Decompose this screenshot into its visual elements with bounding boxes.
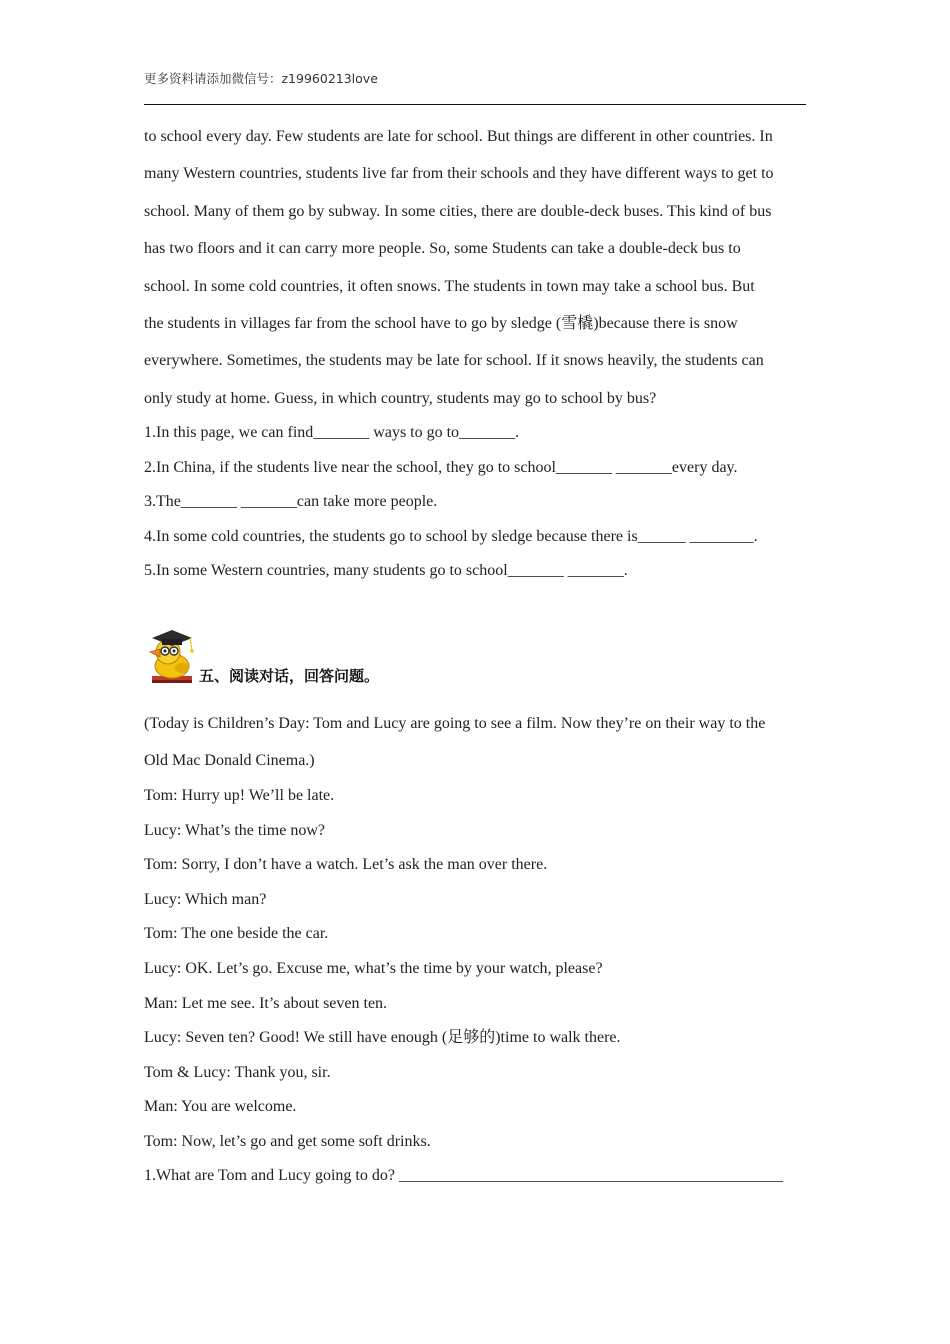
dialogue-line: Lucy: OK. Let’s go. Excuse me, what’s the time by your watch, please?: [144, 959, 603, 977]
dialogue-line: Tom: Sorry, I don’t have a watch. Let’s ask the man over there.: [144, 856, 548, 874]
dialogue-line: Man: Let me see. It’s about seven ten.: [144, 994, 388, 1012]
section-five-heading: [144, 626, 806, 686]
fill-in-questions: [144, 420, 806, 593]
question-item: 3.The_______ _______can take more people.: [144, 493, 438, 511]
dialogue-line: Lucy: Which man?: [144, 890, 267, 908]
dialogue-line: Lucy: Seven ten? Good! We still have enough (足够的)time to walk there.: [144, 1029, 621, 1047]
question-item: 1.In this page, we can find_______ ways to go to_______.: [144, 424, 520, 441]
question-item: 2.In China, if the students live near the school, they go to school_______ _______every day.: [144, 458, 738, 476]
passage-line: many Western countries, students live far from their schools and they have different ways to get to: [144, 165, 774, 183]
passage-line: has two floors and it can carry more people. So, some Students can take a double-deck bus to: [144, 240, 741, 258]
intro-line: Old Mac Donald Cinema.): [144, 752, 315, 770]
comprehension-question: 1.What are Tom and Lucy going to do? ________________________________________________: [144, 1167, 783, 1184]
intro-line: (Today is Children’s Day: Tom and Lucy are going to see a film. Now they’re on their way to the: [144, 715, 766, 732]
header-divider: [144, 104, 806, 105]
question-item: 5.In some Western countries, many students go to school_______ _______.: [144, 562, 628, 580]
dialogue-intro: [144, 705, 806, 780]
dialogue-line: Lucy: What’s the time now?: [144, 821, 325, 839]
dialogue-line: Tom: The one beside the car.: [144, 925, 329, 943]
passage-line: only study at home. Guess, in which country, students may go to school by bus?: [144, 389, 657, 407]
dialogue: [144, 783, 806, 1164]
dialogue-line: Tom & Lucy: Thank you, sir.: [144, 1063, 331, 1081]
passage-line: the students in villages far from the school have to go by sledge (雪橇)because there is snow: [144, 315, 738, 333]
passage-line: school. In some cold countries, it often snows. The students in town may take a school bus. But: [144, 277, 755, 295]
dialogue-line: Man: You are welcome.: [144, 1098, 297, 1116]
passage-line: to school every day. Few students are late for school. But things are different in other countries. In: [144, 128, 773, 145]
graduate-duck-icon: [144, 626, 196, 684]
reading-passage: [144, 118, 806, 417]
dialogue-line: Tom: Hurry up! We’ll be late.: [144, 787, 335, 804]
question-item: 4.In some cold countries, the students go to school by sledge because there is______ ________.: [144, 527, 758, 545]
dialogue-line: Tom: Now, let’s go and get some soft drinks.: [144, 1132, 431, 1150]
passage-line: school. Many of them go by subway. In some cities, there are double-deck buses. This kind of bus: [144, 202, 772, 220]
passage-line: everywhere. Sometimes, the students may be late for school. If it snows heavily, the students can: [144, 352, 764, 370]
section-title: 五、阅读对话，回答问题。: [199, 667, 380, 685]
header-note: 更多资料请添加微信号：z19960213love: [144, 71, 378, 86]
